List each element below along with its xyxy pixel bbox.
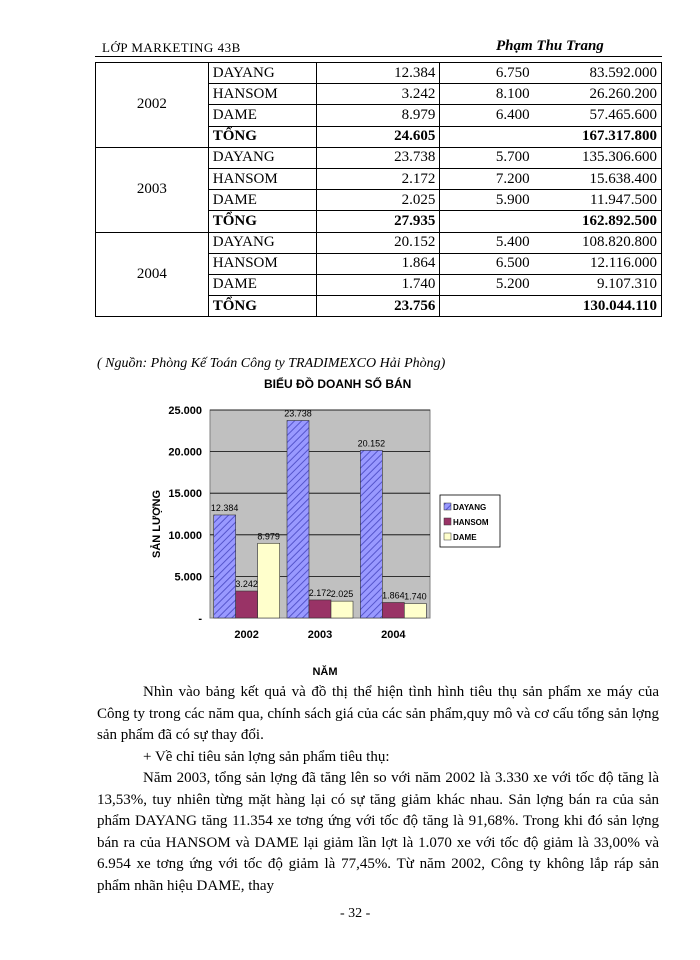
rev-cell: 26.260.200: [534, 84, 662, 105]
y-tick-label: 20.000: [168, 446, 202, 459]
data-label: 2.172: [308, 587, 332, 598]
qty-cell: 23.756: [316, 296, 440, 317]
bar-dame-2003: [331, 601, 353, 618]
price-cell: 5.700: [440, 147, 534, 168]
body-text: [97, 682, 659, 897]
price-cell: 5.400: [440, 232, 534, 253]
y-tick-label: -: [198, 613, 202, 625]
brand-cell: TỔNG: [208, 211, 316, 232]
rev-cell: 135.306.600: [534, 147, 662, 168]
legend-swatch-dayang: [444, 503, 451, 510]
y-tick-label: 25.000: [168, 405, 202, 417]
year-cell: 2003: [96, 147, 209, 232]
legend-label: HANSOM: [453, 518, 489, 527]
sales-table: [95, 62, 662, 317]
qty-cell: 1.864: [316, 253, 440, 274]
qty-cell: 24.605: [316, 126, 440, 147]
header-class: LỚP MARKETING 43B: [102, 40, 241, 55]
data-label: 8.979: [257, 531, 280, 542]
qty-cell: 23.738: [316, 147, 440, 168]
rev-cell: 15.638.400: [534, 168, 662, 189]
brand-cell: HANSOM: [208, 253, 316, 274]
data-label: 3.242: [235, 579, 258, 590]
rev-cell: 167.317.800: [534, 126, 662, 147]
price-cell: 6.400: [440, 105, 534, 126]
brand-cell: DAME: [208, 274, 316, 295]
brand-cell: TỔNG: [208, 126, 316, 147]
price-cell: 8.100: [440, 84, 534, 105]
rev-cell: 57.465.600: [534, 105, 662, 126]
data-label: 20.152: [357, 438, 386, 449]
x-tick-label: 2004: [381, 629, 406, 641]
y-tick-label: 15.000: [168, 488, 202, 501]
qty-cell: 27.935: [316, 211, 440, 232]
price-cell: 6.500: [440, 253, 534, 274]
qty-cell: 3.242: [316, 84, 440, 105]
bar-dame-2002: [258, 543, 280, 618]
data-label: 1.740: [404, 591, 427, 602]
rev-cell: 108.820.800: [534, 232, 662, 253]
bar-dayang-2002: [214, 515, 236, 618]
data-label: 12.384: [210, 502, 239, 513]
qty-cell: 20.152: [316, 232, 440, 253]
header-author: Phạm Thu Trang: [496, 38, 604, 54]
price-cell: 6.750: [440, 63, 534, 84]
price-cell: [440, 211, 534, 232]
y-axis-label: SẢN LƯỢNG: [151, 489, 163, 559]
header-rule: [95, 56, 662, 57]
table-row: [96, 147, 662, 168]
price-cell: 7.200: [440, 168, 534, 189]
bar-hansom-2003: [309, 600, 331, 618]
year-cell: 2004: [96, 232, 209, 317]
bar-hansom-2004: [382, 602, 404, 618]
qty-cell: 1.740: [316, 274, 440, 295]
price-cell: [440, 296, 534, 317]
rev-cell: 9.107.310: [534, 274, 662, 295]
qty-cell: 8.979: [316, 105, 440, 126]
y-tick-label: 5.000: [174, 571, 202, 584]
rev-cell: 12.116.000: [534, 253, 662, 274]
year-cell: 2002: [96, 63, 209, 148]
sales-chart: [150, 395, 510, 680]
legend-swatch-dame: [444, 533, 451, 540]
paragraph-1: Nhìn vào bảng kết quả và đồ thị thể hiện tình hình tiêu thụ sản phẩm xe máy của Công ty trong các năm qua, chính sách giá của các sản phẩm,quy mô và cơ cấu tổng sản lợng sản phẩm đã có sự thay đổi.: [97, 684, 659, 743]
bar-dayang-2003: [287, 420, 309, 618]
price-cell: 5.200: [440, 274, 534, 295]
brand-cell: DAYANG: [208, 147, 316, 168]
page-number: - 32 -: [340, 906, 371, 921]
x-tick-label: 2002: [234, 629, 259, 641]
brand-cell: TỔNG: [208, 296, 316, 317]
legend-label: DAME: [453, 533, 477, 542]
table-row: [96, 63, 662, 84]
brand-cell: DAYANG: [208, 232, 316, 253]
brand-cell: DAME: [208, 190, 316, 211]
data-label: 2.025: [330, 589, 354, 600]
brand-cell: DAYANG: [208, 63, 316, 84]
y-tick-label: 10.000: [168, 529, 202, 542]
x-axis-label: NĂM: [312, 666, 338, 678]
data-label: 1.864: [382, 590, 405, 601]
data-label: 23.738: [284, 408, 312, 419]
brand-cell: HANSOM: [208, 168, 316, 189]
qty-cell: 2.172: [316, 168, 440, 189]
legend-label: DAYANG: [453, 503, 487, 512]
price-cell: [440, 126, 534, 147]
bar-dayang-2004: [360, 450, 382, 618]
legend-swatch-hansom: [444, 518, 451, 525]
bar-hansom-2002: [236, 591, 258, 618]
brand-cell: DAME: [208, 105, 316, 126]
rev-cell: 162.892.500: [534, 211, 662, 232]
chart-title: BIỂU ĐỒ DOANH SỐ BÁN: [264, 377, 412, 391]
paragraph-2: + Về chỉ tiêu sản lợng sản phẩm tiêu thụ:: [143, 748, 390, 765]
price-cell: 5.900: [440, 190, 534, 211]
rev-cell: 130.044.110: [534, 296, 662, 317]
rev-cell: 11.947.500: [534, 190, 662, 211]
source-note: ( Nguồn: Phòng Kế Toán Công ty TRADIMEXCO Hải Phòng): [97, 356, 446, 371]
qty-cell: 2.025: [316, 190, 440, 211]
qty-cell: 12.384: [316, 63, 440, 84]
brand-cell: HANSOM: [208, 84, 316, 105]
x-tick-label: 2003: [307, 629, 333, 641]
bar-dame-2004: [404, 604, 426, 618]
paragraph-3: Năm 2003, tổng sản lợng đã tăng lên so với năm 2002 là 3.330 xe với tốc độ tăng là 13,53%, tuy nhiên từng mặt hàng lại có sự tăng giảm khác nhau. Sản lợng bán ra của sản phẩm DAYANG tăng 11.354 xe tơng ứng với tốc độ tăng là 91,68%. Trong khi đó sản lợng bán ra của HANSOM và DAME lại giảm lần lợt là 1.070 xe với tốc độ giảm là 33,00% và 6.954 xe tơng ứng với tốc độ giảm là 77,45%. Từ năm 2002, Công ty không lắp ráp sản phẩm nhãn hiệu DAME, thay: [97, 770, 659, 894]
table-row: [96, 232, 662, 253]
rev-cell: 83.592.000: [534, 63, 662, 84]
